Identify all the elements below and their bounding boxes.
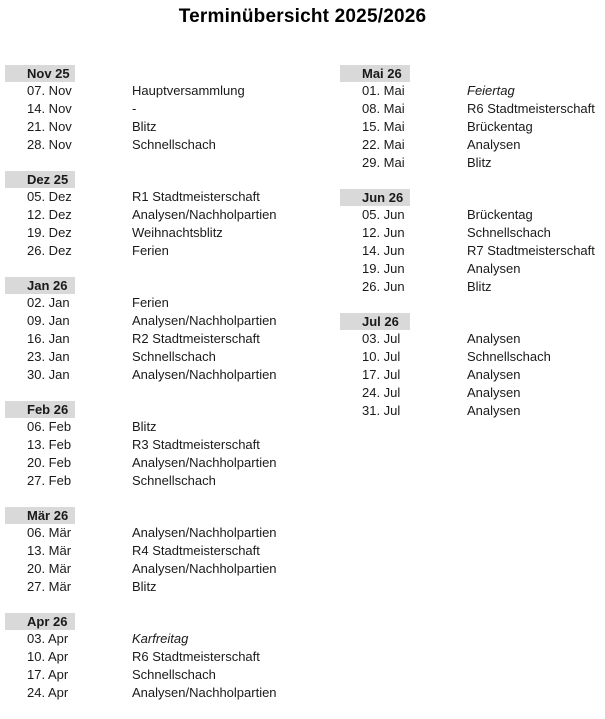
month-rows [5, 294, 303, 384]
event-date: 24. Apr [27, 685, 69, 700]
month-header-band [5, 171, 75, 188]
event-row [5, 118, 303, 136]
month-header-band [340, 189, 410, 206]
event-row [5, 666, 303, 684]
event-date: 17. Jul [362, 367, 401, 382]
event-row [340, 384, 605, 402]
schedule-column-right [340, 65, 605, 437]
month-header-band [5, 277, 75, 294]
event-date: 19. Dez [27, 225, 72, 240]
event-name: Analysen [467, 137, 521, 152]
event-name: Analysen/Nachholpartien [132, 367, 277, 382]
event-name: Analysen [467, 261, 521, 276]
event-name: Brückentag [467, 207, 533, 222]
event-row [5, 206, 303, 224]
event-row [5, 312, 303, 330]
event-date: 03. Jul [362, 331, 401, 346]
event-date: 06. Mär [27, 525, 72, 540]
event-row [340, 330, 605, 348]
month-label: Nov 25 [27, 66, 70, 81]
event-name: Blitz [132, 579, 157, 594]
event-row [5, 472, 303, 490]
event-name: Hauptversammlung [132, 83, 245, 98]
month-section [5, 277, 303, 384]
event-date: 30. Jan [27, 367, 70, 382]
event-date: 21. Nov [27, 119, 72, 134]
event-name: Analysen/Nachholpartien [132, 685, 277, 700]
month-section [340, 65, 605, 172]
event-date: 19. Jun [362, 261, 405, 276]
event-row [340, 366, 605, 384]
event-row [5, 294, 303, 312]
event-name: Weihnachtsblitz [132, 225, 223, 240]
event-row [340, 402, 605, 420]
event-row [5, 188, 303, 206]
event-row [5, 542, 303, 560]
event-row [5, 136, 303, 154]
month-label: Feb 26 [27, 402, 69, 417]
event-date: 27. Feb [27, 473, 72, 488]
event-date: 08. Mai [362, 101, 405, 116]
month-header-band [5, 507, 75, 524]
event-date: 29. Mai [362, 155, 405, 170]
event-name: Schnellschach [467, 349, 551, 364]
event-row [340, 100, 605, 118]
month-section [340, 313, 605, 420]
event-row [5, 524, 303, 542]
event-name: R2 Stadtmeisterschaft [132, 331, 260, 346]
event-date: 16. Jan [27, 331, 70, 346]
event-date: 05. Dez [27, 189, 72, 204]
event-name: Blitz [132, 119, 157, 134]
event-row [5, 630, 303, 648]
event-date: 12. Dez [27, 207, 72, 222]
event-name: Schnellschach [132, 667, 216, 682]
month-label: Mär 26 [27, 508, 69, 523]
month-rows [5, 630, 303, 702]
event-date: 24. Jul [362, 385, 401, 400]
event-row [5, 224, 303, 242]
event-row [5, 348, 303, 366]
month-section [5, 507, 303, 596]
event-row [5, 242, 303, 260]
month-section [5, 401, 303, 490]
event-name: Schnellschach [467, 225, 551, 240]
event-date: 03. Apr [27, 631, 69, 646]
month-header-band [5, 65, 75, 82]
event-row [5, 684, 303, 702]
month-label: Dez 25 [27, 172, 69, 187]
month-label: Jan 26 [27, 278, 68, 293]
month-label: Jul 26 [362, 314, 399, 329]
event-row [340, 242, 605, 260]
month-rows [340, 82, 605, 172]
event-date: 14. Jun [362, 243, 405, 258]
month-section [340, 189, 605, 296]
event-name: Brückentag [467, 119, 533, 134]
event-name: Schnellschach [132, 349, 216, 364]
event-date: 10. Apr [27, 649, 69, 664]
event-name: Ferien [132, 243, 169, 258]
month-rows [340, 330, 605, 420]
month-header-band [340, 313, 410, 330]
event-row [5, 648, 303, 666]
event-row [5, 330, 303, 348]
event-row [5, 560, 303, 578]
event-row [340, 224, 605, 242]
event-name: Karfreitag [132, 631, 189, 646]
event-name: R4 Stadtmeisterschaft [132, 543, 260, 558]
event-name: Analysen/Nachholpartien [132, 313, 277, 328]
event-name: R6 Stadtmeisterschaft [467, 101, 595, 116]
event-row [5, 578, 303, 596]
event-row [5, 454, 303, 472]
event-date: 02. Jan [27, 295, 70, 310]
event-name: Blitz [467, 155, 492, 170]
month-rows [5, 524, 303, 596]
month-section [5, 613, 303, 702]
event-date: 26. Jun [362, 279, 405, 294]
event-date: 06. Feb [27, 419, 72, 434]
event-name: R6 Stadtmeisterschaft [132, 649, 260, 664]
month-header-band [5, 613, 75, 630]
event-name: Analysen [467, 367, 521, 382]
event-date: 05. Jun [362, 207, 405, 222]
event-name: Analysen [467, 331, 521, 346]
event-row [5, 100, 303, 118]
month-rows [340, 206, 605, 296]
event-date: 07. Nov [27, 83, 72, 98]
page-title: Terminübersicht 2025/2026 [178, 6, 427, 27]
month-section [5, 65, 303, 154]
event-date: 15. Mai [362, 119, 405, 134]
event-date: 12. Jun [362, 225, 405, 240]
event-row [5, 418, 303, 436]
event-name: Ferien [132, 295, 169, 310]
event-row [340, 118, 605, 136]
event-date: 13. Mär [27, 543, 72, 558]
event-name: R1 Stadtmeisterschaft [132, 189, 260, 204]
event-date: 26. Dez [27, 243, 72, 258]
event-name: Analysen/Nachholpartien [132, 561, 277, 576]
event-name: Blitz [467, 279, 492, 294]
month-rows [5, 82, 303, 154]
event-date: 28. Nov [27, 137, 72, 152]
event-row [5, 82, 303, 100]
event-name: Feiertag [467, 83, 515, 98]
event-name: R3 Stadtmeisterschaft [132, 437, 260, 452]
event-row [5, 366, 303, 384]
event-name: Analysen [467, 403, 521, 418]
event-date: 13. Feb [27, 437, 72, 452]
event-name: Analysen/Nachholpartien [132, 525, 277, 540]
event-row [340, 82, 605, 100]
month-label: Mai 26 [362, 66, 402, 81]
event-date: 01. Mai [362, 83, 405, 98]
event-row [5, 436, 303, 454]
event-row [340, 136, 605, 154]
event-date: 17. Apr [27, 667, 69, 682]
event-name: Analysen/Nachholpartien [132, 207, 277, 222]
event-name: Blitz [132, 419, 157, 434]
event-date: 27. Mär [27, 579, 72, 594]
event-row [340, 260, 605, 278]
event-name: Schnellschach [132, 473, 216, 488]
event-date: 22. Mai [362, 137, 405, 152]
month-header-band [5, 401, 75, 418]
event-date: 09. Jan [27, 313, 70, 328]
event-name: R7 Stadtmeisterschaft [467, 243, 595, 258]
month-label: Apr 26 [27, 614, 68, 629]
event-date: 14. Nov [27, 101, 72, 116]
event-name: - [132, 101, 137, 116]
month-label: Jun 26 [362, 190, 404, 205]
event-date: 10. Jul [362, 349, 401, 364]
event-date: 23. Jan [27, 349, 70, 364]
event-date: 20. Feb [27, 455, 72, 470]
month-rows [5, 188, 303, 260]
event-row [340, 278, 605, 296]
event-date: 31. Jul [362, 403, 401, 418]
month-section [5, 171, 303, 260]
event-name: Analysen [467, 385, 521, 400]
event-name: Schnellschach [132, 137, 216, 152]
event-row [340, 348, 605, 366]
event-row [340, 206, 605, 224]
month-header-band [340, 65, 410, 82]
month-rows [5, 418, 303, 490]
event-name: Analysen/Nachholpartien [132, 455, 277, 470]
schedule-column-left [5, 65, 303, 719]
event-row [340, 154, 605, 172]
event-date: 20. Mär [27, 561, 72, 576]
